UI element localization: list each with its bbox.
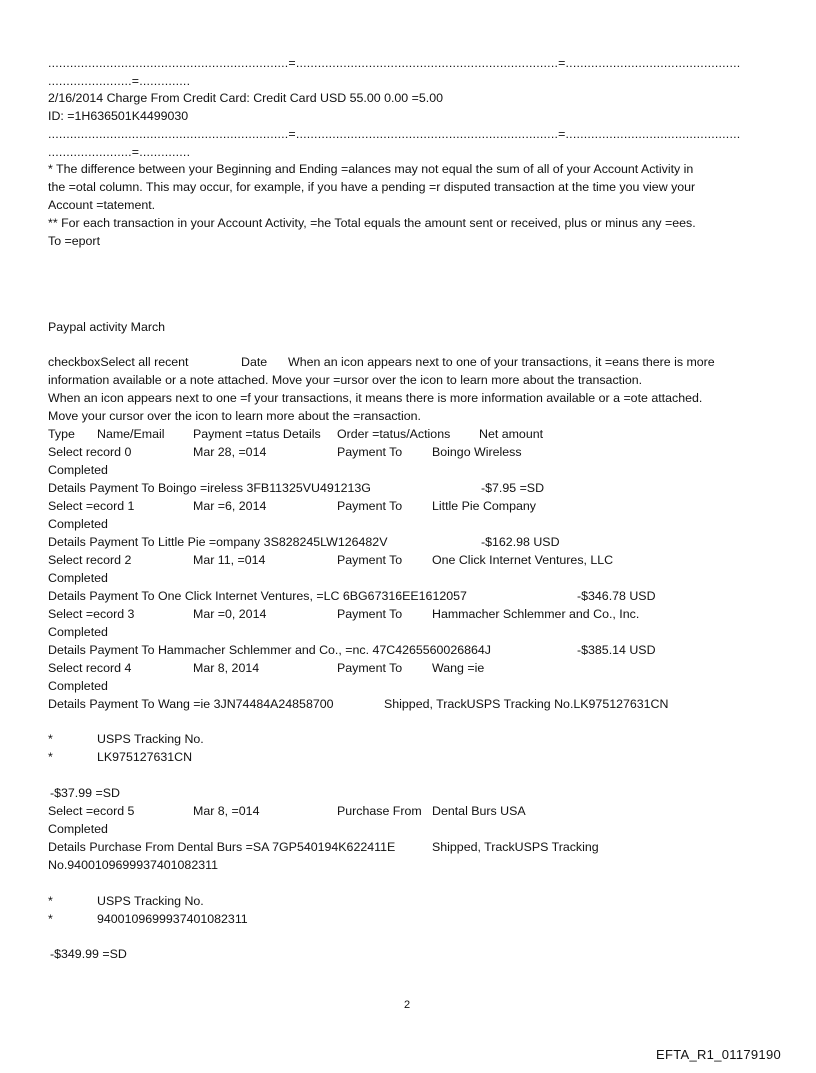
record-type: Payment To [337, 607, 403, 621]
record-status: Completed [48, 822, 108, 836]
footnote-1: Account =tatement. [48, 198, 156, 212]
header-status: Payment =tatus Details [193, 427, 321, 441]
page-number: 2 [404, 999, 411, 1011]
separator-line: .......................=.............. [48, 145, 191, 159]
header-net: Net amount [479, 427, 544, 441]
footnote-2: To =eport [48, 234, 101, 248]
record-select[interactable]: Select =ecord 5 [48, 804, 135, 818]
record-name: Dental Burs USA [432, 804, 526, 818]
record-amount: -$346.78 USD [577, 589, 656, 603]
record-select[interactable]: Select record 0 [48, 445, 132, 459]
footnote-2: ** For each transaction in your Account Activity, =he Total equals the amount sent or received, plus or minus any =ees. [48, 216, 696, 230]
select-all-checkbox-label[interactable]: checkboxSelect all recent [48, 355, 189, 369]
record-type: Payment To [337, 499, 403, 513]
record-select[interactable]: Select record 4 [48, 661, 132, 675]
tracking-link[interactable]: Shipped, TrackUSPS Tracking [432, 840, 599, 854]
record-details[interactable]: Details Purchase From Dental Burs =SA 7GP540194K622411E [48, 840, 396, 854]
info-text: When an icon appears next to one of your transactions, it =eans there is more [288, 355, 715, 369]
tracking-number[interactable]: No.9400109699937401082311 [48, 858, 218, 872]
record-select[interactable]: Select =ecord 1 [48, 499, 135, 513]
record-select[interactable]: Select =ecord 3 [48, 607, 135, 621]
bullet-text: USPS Tracking No. [97, 894, 204, 908]
section-title: Paypal activity March [48, 320, 166, 334]
record-name: Boingo Wireless [432, 445, 522, 459]
transaction-id: ID: =1H636501K4499030 [48, 109, 189, 123]
record-details[interactable]: Details Payment To Little Pie =ompany 3S828245LW126482V [48, 535, 388, 549]
record-date: Mar =0, 2014 [193, 607, 267, 621]
record-details[interactable]: Details Payment To Boingo =ireless 3FB11325VU491213G [48, 481, 371, 495]
record-name: One Click Internet Ventures, LLC [432, 553, 614, 567]
record-amount: -$349.99 =SD [50, 947, 127, 961]
record-type: Payment To [337, 445, 403, 459]
footnote-1: the =otal column. This may occur, for example, if you have a pending =r disputed transaction at the time you view your [48, 180, 696, 194]
record-details[interactable]: Details Payment To Wang =ie 3JN74484A24858700 [48, 697, 334, 711]
charge-line: 2/16/2014 Charge From Credit Card: Credit Card USD 55.00 0.00 =5.00 [48, 91, 443, 105]
record-details[interactable]: Details Payment To One Click Internet Ventures, =LC 6BG67316EE1612057 [48, 589, 467, 603]
record-type: Payment To [337, 553, 403, 567]
record-name: Hammacher Schlemmer and Co., Inc. [432, 607, 640, 621]
record-amount: -$385.14 USD [577, 643, 656, 657]
bullet-icon: * [48, 894, 53, 908]
record-status: Completed [48, 571, 108, 585]
bullet-text: LK975127631CN [97, 750, 193, 764]
record-status: Completed [48, 625, 108, 639]
record-date: Mar 28, =014 [193, 445, 267, 459]
record-amount: -$37.99 =SD [50, 786, 120, 800]
record-amount: -$162.98 USD [481, 535, 560, 549]
record-date: Mar 11, =014 [193, 553, 266, 567]
bullet-text: USPS Tracking No. [97, 732, 204, 746]
document-id: EFTA_R1_01179190 [656, 1047, 782, 1062]
header-name: Name/Email [97, 427, 165, 441]
record-name: Little Pie Company [432, 499, 536, 513]
record-status: Completed [48, 517, 108, 531]
bullet-icon: * [48, 732, 53, 746]
info-text: Move your cursor over the icon to learn more about the =ransaction. [48, 409, 421, 423]
record-date: Mar =6, 2014 [193, 499, 267, 513]
separator-line: ..................................................................=........................................................................=................................................ [48, 56, 741, 70]
record-date: Mar 8, =014 [193, 804, 260, 818]
record-type: Payment To [337, 661, 403, 675]
record-type: Purchase From [337, 804, 422, 818]
separator-line: .......................=.............. [48, 74, 191, 88]
footnote-1: * The difference between your Beginning and Ending =alances may not equal the sum of all of your Account Activity in [48, 162, 694, 176]
bullet-icon: * [48, 750, 53, 764]
separator-line: ..................................................................=........................................................................=................................................ [48, 127, 741, 141]
info-text: When an icon appears next to one =f your transactions, it means there is more information available or a =ote attached. [48, 391, 703, 405]
bullet-text: 9400109699937401082311 [97, 912, 248, 926]
tracking-link[interactable]: Shipped, TrackUSPS Tracking No.LK975127631CN [384, 697, 669, 711]
record-amount: -$7.95 =SD [481, 481, 545, 495]
record-select[interactable]: Select record 2 [48, 553, 132, 567]
record-details[interactable]: Details Payment To Hammacher Schlemmer and Co., =nc. 47C4265560026864J [48, 643, 491, 657]
date-column-label[interactable]: Date [241, 355, 268, 369]
header-type: Type [48, 427, 75, 441]
record-name: Wang =ie [432, 661, 485, 675]
info-text: information available or a note attached. Move your =ursor over the icon to learn more about the transaction. [48, 373, 643, 387]
record-status: Completed [48, 679, 108, 693]
record-status: Completed [48, 463, 108, 477]
bullet-icon: * [48, 912, 53, 926]
record-date: Mar 8, 2014 [193, 661, 260, 675]
header-order: Order =tatus/Actions [337, 427, 451, 441]
